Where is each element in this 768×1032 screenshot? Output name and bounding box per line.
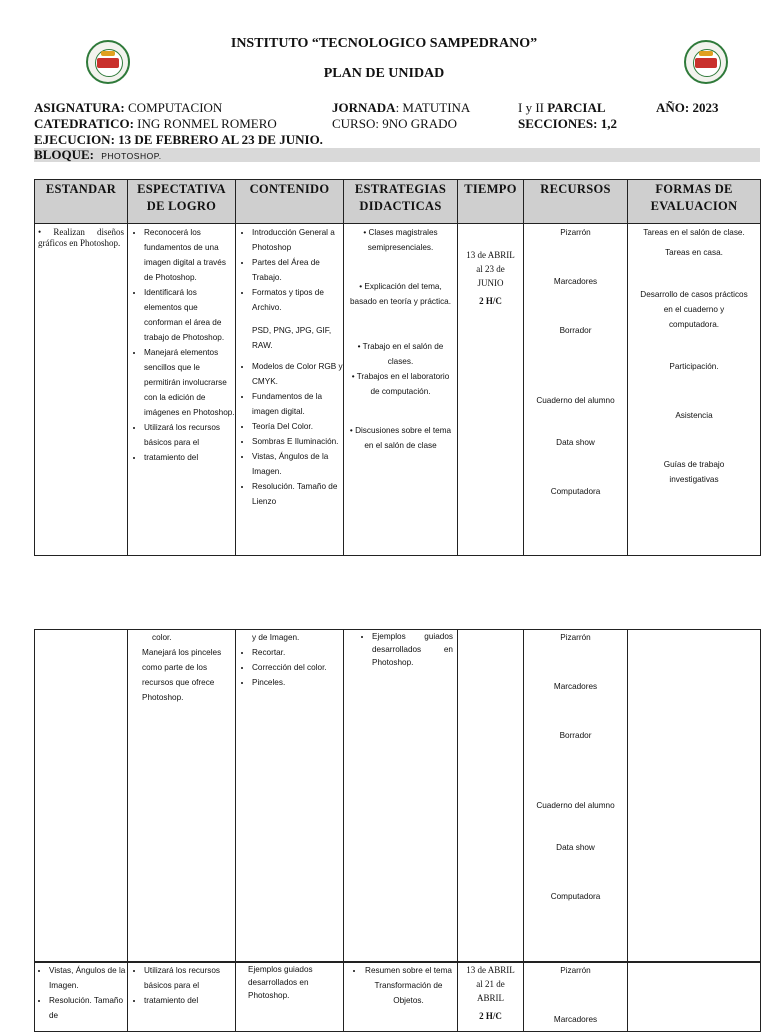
evaluacion-cell-empty bbox=[628, 963, 761, 1032]
contenido-item: • Recortar. bbox=[252, 645, 343, 660]
contenido-item: • Teoría Del Color. bbox=[252, 419, 343, 434]
parcial-line bbox=[518, 100, 606, 116]
table-row bbox=[35, 963, 761, 1032]
recurso-item: Data show bbox=[556, 438, 595, 447]
contenido-item: • Pinceles. bbox=[252, 675, 343, 690]
contenido-cell bbox=[236, 963, 344, 1032]
col-header-estandar: ESTANDAR bbox=[35, 180, 128, 224]
secciones-line bbox=[518, 116, 617, 132]
tiempo-cell bbox=[458, 224, 524, 556]
estrategia-item: • Explicación del tema, basado en teoría y práctica. bbox=[349, 282, 452, 306]
col-header-recursos: RECURSOS bbox=[524, 180, 628, 224]
recurso-item: Marcadores bbox=[553, 682, 598, 691]
recurso-item: Borrador bbox=[559, 731, 592, 740]
recurso-item: Computadora bbox=[550, 487, 601, 496]
contenido-item: • Corrección del color. bbox=[252, 660, 343, 675]
expectativa-item: • Utilizará los recursos básicos para el bbox=[144, 963, 235, 993]
recurso-item: Cuaderno del alumno bbox=[536, 396, 615, 405]
estrategia-item: • Resumen sobre el tema Transformación de Objetos. bbox=[364, 963, 453, 1008]
institution-title: INSTITUTO “TECNOLOGICO SAMPEDRANO” bbox=[230, 36, 538, 51]
plan-table-1 bbox=[34, 179, 761, 556]
expectativa-item: • Reconocerá los fundamentos de una imagen digital a través de Photoshop. bbox=[144, 225, 235, 285]
asignatura-label: ASIGNATURA: bbox=[34, 100, 125, 115]
evaluacion-item: Guías de trabajo investigativas bbox=[663, 460, 725, 484]
tiempo-hours: 2 H/C bbox=[479, 1011, 502, 1021]
expectativa-cell bbox=[128, 224, 236, 556]
expectativa-item: • Manejará elementos sencillos que le permitirán involucrarse con la edición de imágenes en Photoshop. bbox=[144, 345, 235, 420]
contenido-text: Ejemplos guiados desarrollados en Photoshop. bbox=[248, 965, 313, 1000]
expectativa-item: • tratamiento del bbox=[144, 450, 235, 465]
tiempo-dates: 13 de ABRIL al 21 de ABRIL bbox=[466, 965, 515, 1003]
catedratico-line bbox=[34, 116, 277, 132]
tiempo-cell bbox=[458, 963, 524, 1032]
tiempo-cell-empty bbox=[458, 630, 524, 962]
table-row bbox=[35, 630, 761, 962]
expectativa-cont: color. bbox=[152, 633, 172, 642]
col-header-expectativa: ESPECTATIVA DE LOGRO bbox=[128, 180, 236, 224]
document-title: PLAN DE UNIDAD bbox=[323, 66, 445, 81]
expectativa-cell bbox=[128, 630, 236, 962]
contenido-cont: y de Imagen. bbox=[252, 633, 300, 642]
estrategia-item: • Trabajos en el laboratorio de computación. bbox=[351, 372, 450, 396]
recurso-item: Pizarrón bbox=[560, 228, 591, 237]
ejecucion-text: EJECUCION: 13 DE FEBRERO AL 23 DE JUNIO. bbox=[34, 132, 323, 147]
contenido-cell bbox=[236, 630, 344, 962]
evaluacion-item: Tareas en el salón de clase. bbox=[643, 228, 745, 237]
evaluacion-cell bbox=[628, 224, 761, 556]
anio-line bbox=[656, 100, 718, 116]
estrategias-cell bbox=[344, 630, 458, 962]
expectativa-item: • Identificará los elementos que conforman el área de trabajo de Photoshop. bbox=[144, 285, 235, 345]
estrategia-item: • Trabajo en el salón de clases. bbox=[357, 342, 444, 366]
expectativa-item: • Utilizará los recursos básicos para el bbox=[144, 420, 235, 450]
col-header-estrategias: ESTRATEGIAS DIDACTICAS bbox=[344, 180, 458, 224]
estandar-cell-empty bbox=[35, 630, 128, 962]
contenido-item: • Modelos de Color RGB y CMYK. bbox=[252, 359, 343, 389]
contenido-item: • Formatos y tipos de Archivo. bbox=[252, 285, 343, 315]
evaluacion-item: Tareas en casa. bbox=[665, 248, 723, 257]
tiempo-hours: 2 H/C bbox=[479, 296, 502, 306]
evaluacion-cell-empty bbox=[628, 630, 761, 962]
contenido-formats: PSD, PNG, JPG, GIF, RAW. bbox=[252, 326, 332, 350]
plan-table-3 bbox=[34, 962, 761, 1032]
curso-line: CURSO: 9NO GRADO bbox=[332, 116, 457, 131]
tiempo-dates: 13 de ABRIL al 23 de JUNIO bbox=[466, 250, 515, 288]
recurso-item: Pizarrón bbox=[560, 966, 591, 975]
recursos-cell bbox=[524, 224, 628, 556]
bloque-value: PHOTOSHOP. bbox=[101, 151, 162, 161]
anio-label: AÑO: 2023 bbox=[656, 100, 719, 115]
recurso-item: Cuaderno del alumno bbox=[536, 801, 615, 810]
asignatura-line bbox=[34, 100, 222, 116]
expectativa-cell bbox=[128, 963, 236, 1032]
evaluacion-item: Participación. bbox=[669, 362, 719, 371]
contenido-item: • Vistas, Ángulos de la Imagen. bbox=[252, 449, 343, 479]
jornada-value: : MATUTINA bbox=[395, 100, 471, 115]
parcial-label: PARCIAL bbox=[547, 100, 606, 115]
estandar-cell bbox=[35, 224, 128, 556]
parcial-prefix: I y II bbox=[518, 100, 544, 115]
recursos-cell bbox=[524, 630, 628, 962]
recurso-item: Marcadores bbox=[553, 1015, 598, 1024]
jornada-line bbox=[332, 100, 470, 116]
estandar-text: • Realizan diseños gráficos en Photoshop. bbox=[38, 227, 125, 248]
recurso-item: Borrador bbox=[559, 326, 592, 335]
jornada-label: JORNADA bbox=[332, 100, 396, 115]
estandar-item: • Resolución. Tamaño de bbox=[49, 993, 127, 1023]
col-header-evaluacion: FORMAS DE EVALUACION bbox=[628, 180, 761, 224]
estrategia-item: • Clases magistrales semipresenciales. bbox=[363, 228, 438, 252]
recurso-item: Marcadores bbox=[553, 277, 598, 286]
contenido-item: • Introducción General a Photoshop bbox=[252, 225, 343, 255]
col-header-tiempo: TIEMPO bbox=[458, 180, 524, 224]
estrategia-item: • Ejemplos guiados desarrollados en Photoshop. bbox=[372, 630, 453, 669]
catedratico-label: CATEDRATICO: bbox=[34, 116, 134, 131]
table-header-row bbox=[35, 180, 761, 224]
contenido-item: • Fundamentos de la imagen digital. bbox=[252, 389, 343, 419]
ejecucion-line bbox=[34, 132, 323, 148]
bloque-line bbox=[34, 148, 162, 163]
col-header-contenido: CONTENIDO bbox=[236, 180, 344, 224]
evaluacion-item: Desarrollo de casos prácticos en el cuaderno y computadora. bbox=[640, 290, 748, 329]
contenido-cell bbox=[236, 224, 344, 556]
catedratico-value: ING RONMEL ROMERO bbox=[137, 116, 277, 131]
expectativa-item: • tratamiento del bbox=[144, 993, 235, 1008]
estandar-item: • Vistas, Ángulos de la Imagen. bbox=[49, 963, 127, 993]
expectativa-text: Manejará los pinceles como parte de los recursos que ofrece Photoshop. bbox=[142, 648, 222, 702]
plan-table-2 bbox=[34, 629, 761, 962]
estrategias-cell bbox=[344, 224, 458, 556]
estrategias-cell bbox=[344, 963, 458, 1032]
contenido-item: • Sombras E Iluminación. bbox=[252, 434, 343, 449]
table-row bbox=[35, 224, 761, 556]
estrategia-item: • Discusiones sobre el tema en el salón de clase bbox=[349, 426, 452, 450]
recursos-cell bbox=[524, 963, 628, 1032]
estandar-cell bbox=[35, 963, 128, 1032]
recurso-item: Data show bbox=[556, 843, 595, 852]
recurso-item: Computadora bbox=[550, 892, 601, 901]
asignatura-value: COMPUTACION bbox=[128, 100, 223, 115]
secciones-label: SECCIONES: 1,2 bbox=[518, 116, 617, 131]
recurso-item: Pizarrón bbox=[560, 633, 591, 642]
evaluacion-item: Asistencia bbox=[675, 411, 713, 420]
bloque-label: BLOQUE: bbox=[34, 147, 94, 162]
contenido-item: • Partes del Área de Trabajo. bbox=[252, 255, 343, 285]
contenido-item: • Resolución. Tamaño de Lienzo bbox=[252, 479, 343, 509]
